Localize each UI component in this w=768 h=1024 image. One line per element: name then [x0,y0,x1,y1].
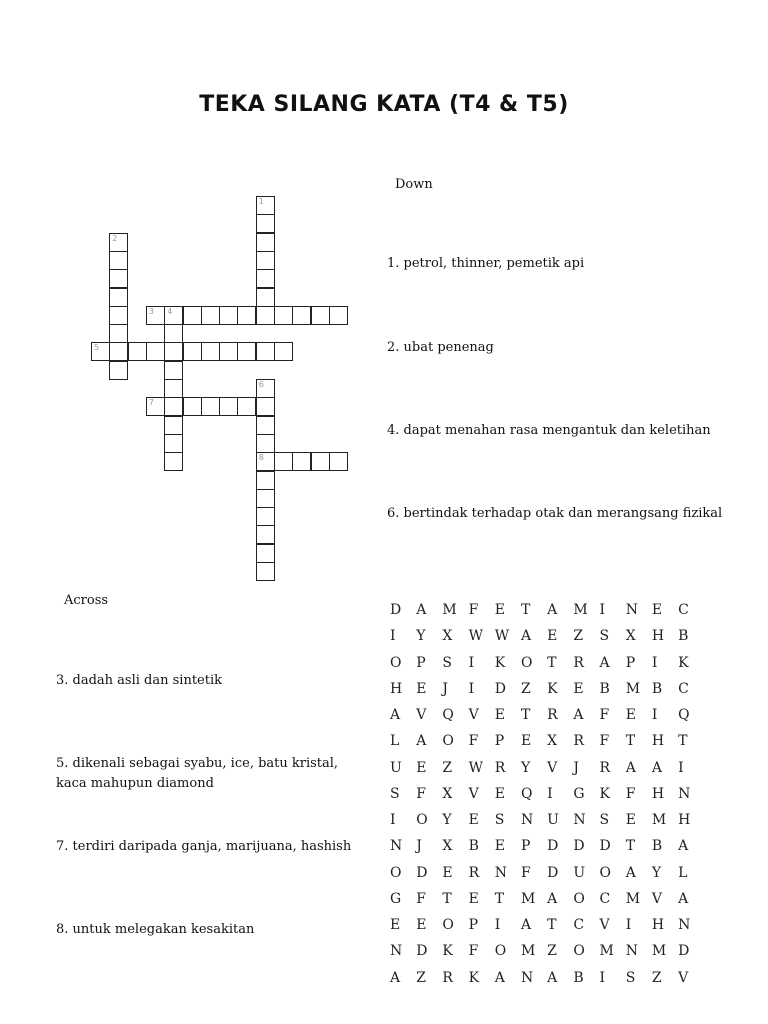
word-search-letter: O [390,654,402,671]
word-search-letter: V [678,969,689,986]
down-clue-4: 4. dapat menahan rasa mengantuk dan keletihan [387,423,711,438]
word-search-letter: A [599,654,610,671]
word-search-letter: C [678,602,689,618]
word-search-letter: I [651,707,658,723]
word-search-letter: J [442,680,448,697]
word-search-letter: E [625,707,636,723]
word-search-letter: Z [416,969,426,986]
word-search-letter: T [625,733,636,750]
crossword-cell [256,342,275,361]
word-search-letter: Q [442,707,454,723]
crossword-cell [237,306,256,325]
crossword-cell [256,233,275,252]
crossword-cell [164,397,183,416]
word-search-letter: G [390,890,402,907]
word-search-letter: R [468,864,480,881]
word-search-letter: A [625,759,636,776]
word-search-letter: N [390,838,403,855]
crossword-cell [329,452,348,471]
word-search-letter: B [678,628,689,645]
word-search-letter: E [494,602,505,618]
word-search-letter: A [494,969,505,986]
word-search-letter: N [494,864,507,881]
word-search-letter: H [390,680,403,697]
word-search-letter: Q [678,707,690,723]
word-search-letter: N [678,785,691,802]
word-search-letter: N [520,969,534,986]
word-search-letter: R [599,759,611,776]
word-search-letter: L [678,864,688,881]
crossword-cell [109,306,128,325]
crossword-cell [164,324,183,343]
down-heading: Down [395,177,433,192]
crossword-cell [292,306,311,325]
word-search-row [390,940,704,966]
word-search-letter: R [573,733,584,750]
crossword-cell [146,306,165,325]
word-search-letter: D [494,680,506,697]
word-search-letter: P [625,654,636,671]
word-search-letter: N [625,602,638,618]
crossword-cell [201,342,220,361]
word-search-letter: E [625,812,636,828]
word-search-letter: Z [547,943,557,960]
across-clue-5: 5. dikenali sebagai syabu, ice, batu kristal, kaca mahupun diamond [56,756,339,791]
word-search-letter: M [442,602,457,618]
crossword-cell [256,416,275,435]
crossword-cell [256,544,275,563]
crossword-cell [109,324,128,343]
crossword-cell [292,452,311,471]
word-search-letter: A [390,969,401,986]
crossword-cell [274,306,293,325]
down-clue-6: 6. bertindak terhadap otak dan merangsang fizikal [387,506,723,521]
word-search-letter: N [678,917,691,933]
word-search-letter: F [599,733,610,750]
word-search-letter: X [442,628,453,645]
word-search-letter: E [390,917,401,933]
crossword-cell [237,397,256,416]
word-search-letter: T [625,838,636,855]
crossword-cell [164,434,183,453]
word-search-row [390,967,704,993]
crossword-clue-number: 2 [112,233,118,243]
word-search-letter: A [416,733,427,750]
word-search-letter: O [573,890,585,907]
crossword-cell [109,233,128,252]
word-search-row [390,783,704,809]
crossword-cell [183,397,202,416]
word-search-letter: F [468,733,479,750]
word-search-letter: V [599,917,610,933]
crossword-cell [256,269,275,288]
crossword-cell [256,379,275,398]
word-search-letter: W [494,628,510,645]
crossword-cell [183,306,202,325]
word-search-letter: W [468,759,483,776]
crossword-cell [274,342,293,361]
word-search-letter: V [651,890,662,907]
crossword-cell [109,361,128,380]
crossword-cell [219,306,238,325]
word-search-row [390,730,704,756]
word-search-letter: V [416,707,427,723]
word-search-letter: O [416,812,428,828]
crossword-cell [256,471,275,490]
word-search-letter: M [520,943,536,960]
word-search-letter: I [599,969,606,986]
word-search-letter: H [651,628,665,645]
word-search-letter: E [442,864,453,881]
word-search-letter: A [678,890,689,907]
word-search-letter: K [442,943,453,960]
word-search-letter: A [520,628,532,645]
word-search-letter: B [651,838,663,855]
word-search-letter: O [599,864,611,881]
word-search-letter: I [547,785,553,802]
crossword-cell [146,342,165,361]
word-search-letter: B [573,969,584,986]
crossword-cell [256,525,275,544]
word-search-letter: A [390,707,401,723]
word-search-row [390,862,704,888]
word-search-letter: M [625,680,641,697]
word-search-row [390,914,704,940]
word-search-letter: G [573,785,585,802]
word-search-letter: I [390,812,396,828]
word-search-letter: Z [573,628,584,645]
crossword-cell [311,306,330,325]
word-search-letter: J [573,759,579,776]
word-search-letter: E [416,917,427,933]
word-search-letter: T [494,890,505,907]
crossword-cell [164,416,183,435]
word-search-letter: T [547,917,557,933]
word-search-letter: E [494,838,505,855]
word-search-letter: X [442,785,453,802]
word-search-letter: D [573,838,585,855]
word-search-letter: N [390,943,403,960]
word-search-letter: O [442,917,454,933]
word-search-letter: E [651,602,663,618]
word-search-letter: T [520,707,531,723]
word-search-letter: E [468,890,479,907]
word-search-letter: I [468,654,475,671]
word-search-letter: M [625,890,641,907]
across-heading: Across [64,593,109,608]
word-search-letter: I [678,759,684,776]
word-search-letter: F [416,890,426,907]
crossword-cell [256,214,275,233]
word-search-letter: O [573,943,585,960]
word-search-row [390,888,704,914]
crossword-cell [201,397,220,416]
word-search-letter: U [573,864,586,881]
word-search-letter: K [494,654,506,671]
word-search-letter: E [573,680,584,697]
word-search-letter: Z [442,759,453,776]
word-search-letter: F [468,943,479,960]
word-search-letter: V [468,785,479,802]
word-search-letter: R [547,707,558,723]
word-search-letter: D [599,838,611,855]
word-search-letter: P [520,838,531,855]
word-search-letter: X [442,838,453,855]
crossword-cell [256,196,275,215]
word-search-letter: E [520,733,532,750]
word-search-letter: S [599,812,610,828]
crossword-cell [256,452,275,471]
crossword-cell [128,342,147,361]
word-search-letter: M [573,602,588,618]
crossword-cell [109,342,128,361]
word-search-letter: Y [416,628,426,645]
crossword-cell [109,288,128,307]
word-search-letter: S [442,654,452,671]
across-clue-8: 8. untuk melegakan kesakitan [56,922,255,937]
crossword-cell [219,342,238,361]
word-search-letter: P [468,917,478,933]
word-search-letter: A [678,838,689,855]
word-search-letter: A [416,602,427,618]
word-search-letter: N [573,812,586,828]
word-search-letter: Y [520,759,531,776]
crossword-cell [256,397,275,416]
word-search-letter: K [547,680,558,697]
down-clue-2: 2. ubat penenag [387,340,494,355]
word-search-letter: I [494,917,501,933]
word-search-letter: K [468,969,480,986]
word-search-letter: S [599,628,610,645]
word-search-row [390,678,704,704]
word-search-letter: H [651,733,665,750]
word-search-letter: A [520,917,532,933]
word-search-letter: O [520,654,533,671]
crossword-cell [256,288,275,307]
word-search-letter: W [468,628,483,645]
word-search-letter: H [651,917,665,933]
crossword-clue-number: 6 [258,380,264,389]
word-search-letter: A [547,969,558,986]
crossword-cell [256,507,275,526]
word-search-row [390,652,704,678]
crossword-cell [201,306,220,325]
word-search-letter: M [651,812,667,828]
word-search-letter: D [416,864,428,881]
word-search-letter: I [390,628,396,645]
word-search-letter: E [468,812,479,828]
word-search-letter: X [625,628,636,645]
word-search-letter: N [625,943,638,960]
word-search-letter: U [547,812,559,828]
word-search-letter: F [520,864,531,881]
word-search-letter: A [625,864,636,881]
crossword-cell [164,379,183,398]
word-search-letter: F [625,785,636,802]
word-search-letter: S [494,812,505,828]
word-search-letter: Y [442,812,452,828]
word-search-letter: F [416,785,426,802]
crossword-cell [237,342,256,361]
word-search-letter: E [547,628,558,645]
word-search-letter: R [494,759,506,776]
word-search-letter: I [651,654,658,671]
word-search-letter: C [678,680,689,697]
crossword-clue-number: 7 [148,398,154,408]
page-title: TEKA SILANG KATA (T4 & T5) [199,92,569,117]
word-search-row [390,625,704,651]
word-search-row [390,599,704,625]
word-search-letter: U [390,759,402,776]
crossword-cell [274,452,293,471]
crossword-cell [164,361,183,380]
word-search-letter: R [573,654,584,671]
word-search-letter: H [678,812,691,828]
word-search-letter: E [416,759,427,776]
word-search-letter: V [547,759,558,776]
crossword-clue-number: 4 [167,306,173,316]
word-search-letter: I [599,602,606,618]
word-search-grid [390,599,704,993]
word-search-letter: Y [651,864,662,881]
word-search-letter: P [416,654,426,671]
word-search-letter: E [416,680,427,697]
word-search-letter: D [416,943,428,960]
word-search-letter: Q [520,785,533,802]
word-search-letter: F [468,602,479,618]
crossword-clue-number: 5 [94,343,100,353]
crossword-cell [256,434,275,453]
word-search-letter: M [520,890,536,907]
word-search-letter: J [416,838,422,855]
word-search-letter: A [547,602,558,618]
word-search-letter: B [651,680,663,697]
crossword-cell [183,342,202,361]
word-search-row [390,704,704,730]
word-search-letter: T [678,733,688,750]
word-search-letter: O [442,733,454,750]
word-search-letter: O [494,943,507,960]
word-search-letter: B [599,680,610,697]
word-search-letter: A [547,890,558,907]
crossword-clue-number: 8 [258,453,264,463]
across-clue-3: 3. dadah asli dan sintetik [56,673,223,688]
crossword-cell [109,269,128,288]
word-search-letter: K [599,785,610,802]
word-search-letter: T [520,602,531,618]
crossword-cell [109,251,128,270]
crossword-cell [164,452,183,471]
word-search-letter: A [573,707,584,723]
crossword-cell [329,306,348,325]
word-search-letter: M [599,943,614,960]
word-search-letter: M [651,943,667,960]
word-search-letter: Z [651,969,662,986]
crossword-cell [164,306,183,325]
crossword-cell [91,342,110,361]
word-search-letter: S [390,785,400,802]
crossword-clue-number: 1 [258,197,264,206]
word-search-row [390,835,704,861]
word-search-letter: D [390,602,402,618]
word-search-letter: F [599,707,610,723]
word-search-letter: K [678,654,689,671]
crossword-cell [146,397,165,416]
word-search-letter: V [468,707,479,723]
crossword-cell [219,397,238,416]
word-search-letter: P [494,733,505,750]
word-search-letter: I [468,680,475,697]
word-search-letter: L [390,733,400,750]
crossword-cell [164,342,183,361]
word-search-letter: E [494,785,505,802]
word-search-row [390,757,704,783]
down-clue-1: 1. petrol, thinner, pemetik api [387,256,585,271]
word-search-letter: S [625,969,636,986]
word-search-letter: T [442,890,452,907]
word-search-letter: C [573,917,585,933]
across-clue-7: 7. terdiri daripada ganja, marijuana, hashish [56,839,352,854]
word-search-letter: C [599,890,611,907]
word-search-letter: O [390,864,402,881]
word-search-letter: N [520,812,534,828]
word-search-letter: T [547,654,557,671]
word-search-letter: H [651,785,665,802]
word-search-row [390,809,704,835]
crossword-clue-number: 3 [148,306,154,316]
word-search-letter: X [547,733,558,750]
word-search-letter: E [494,707,505,723]
word-search-letter: D [547,838,559,855]
word-search-letter: I [625,917,632,933]
word-search-letter: D [678,943,690,960]
word-search-letter: A [651,759,662,776]
crossword-cell [256,251,275,270]
word-search-letter: Z [520,680,531,697]
crossword-cell [256,562,275,581]
word-search-letter: B [468,838,479,855]
crossword-cell [256,489,275,508]
crossword-cell [256,306,275,325]
crossword-cell [311,452,330,471]
word-search-letter: R [442,969,453,986]
word-search-letter: D [547,864,559,881]
